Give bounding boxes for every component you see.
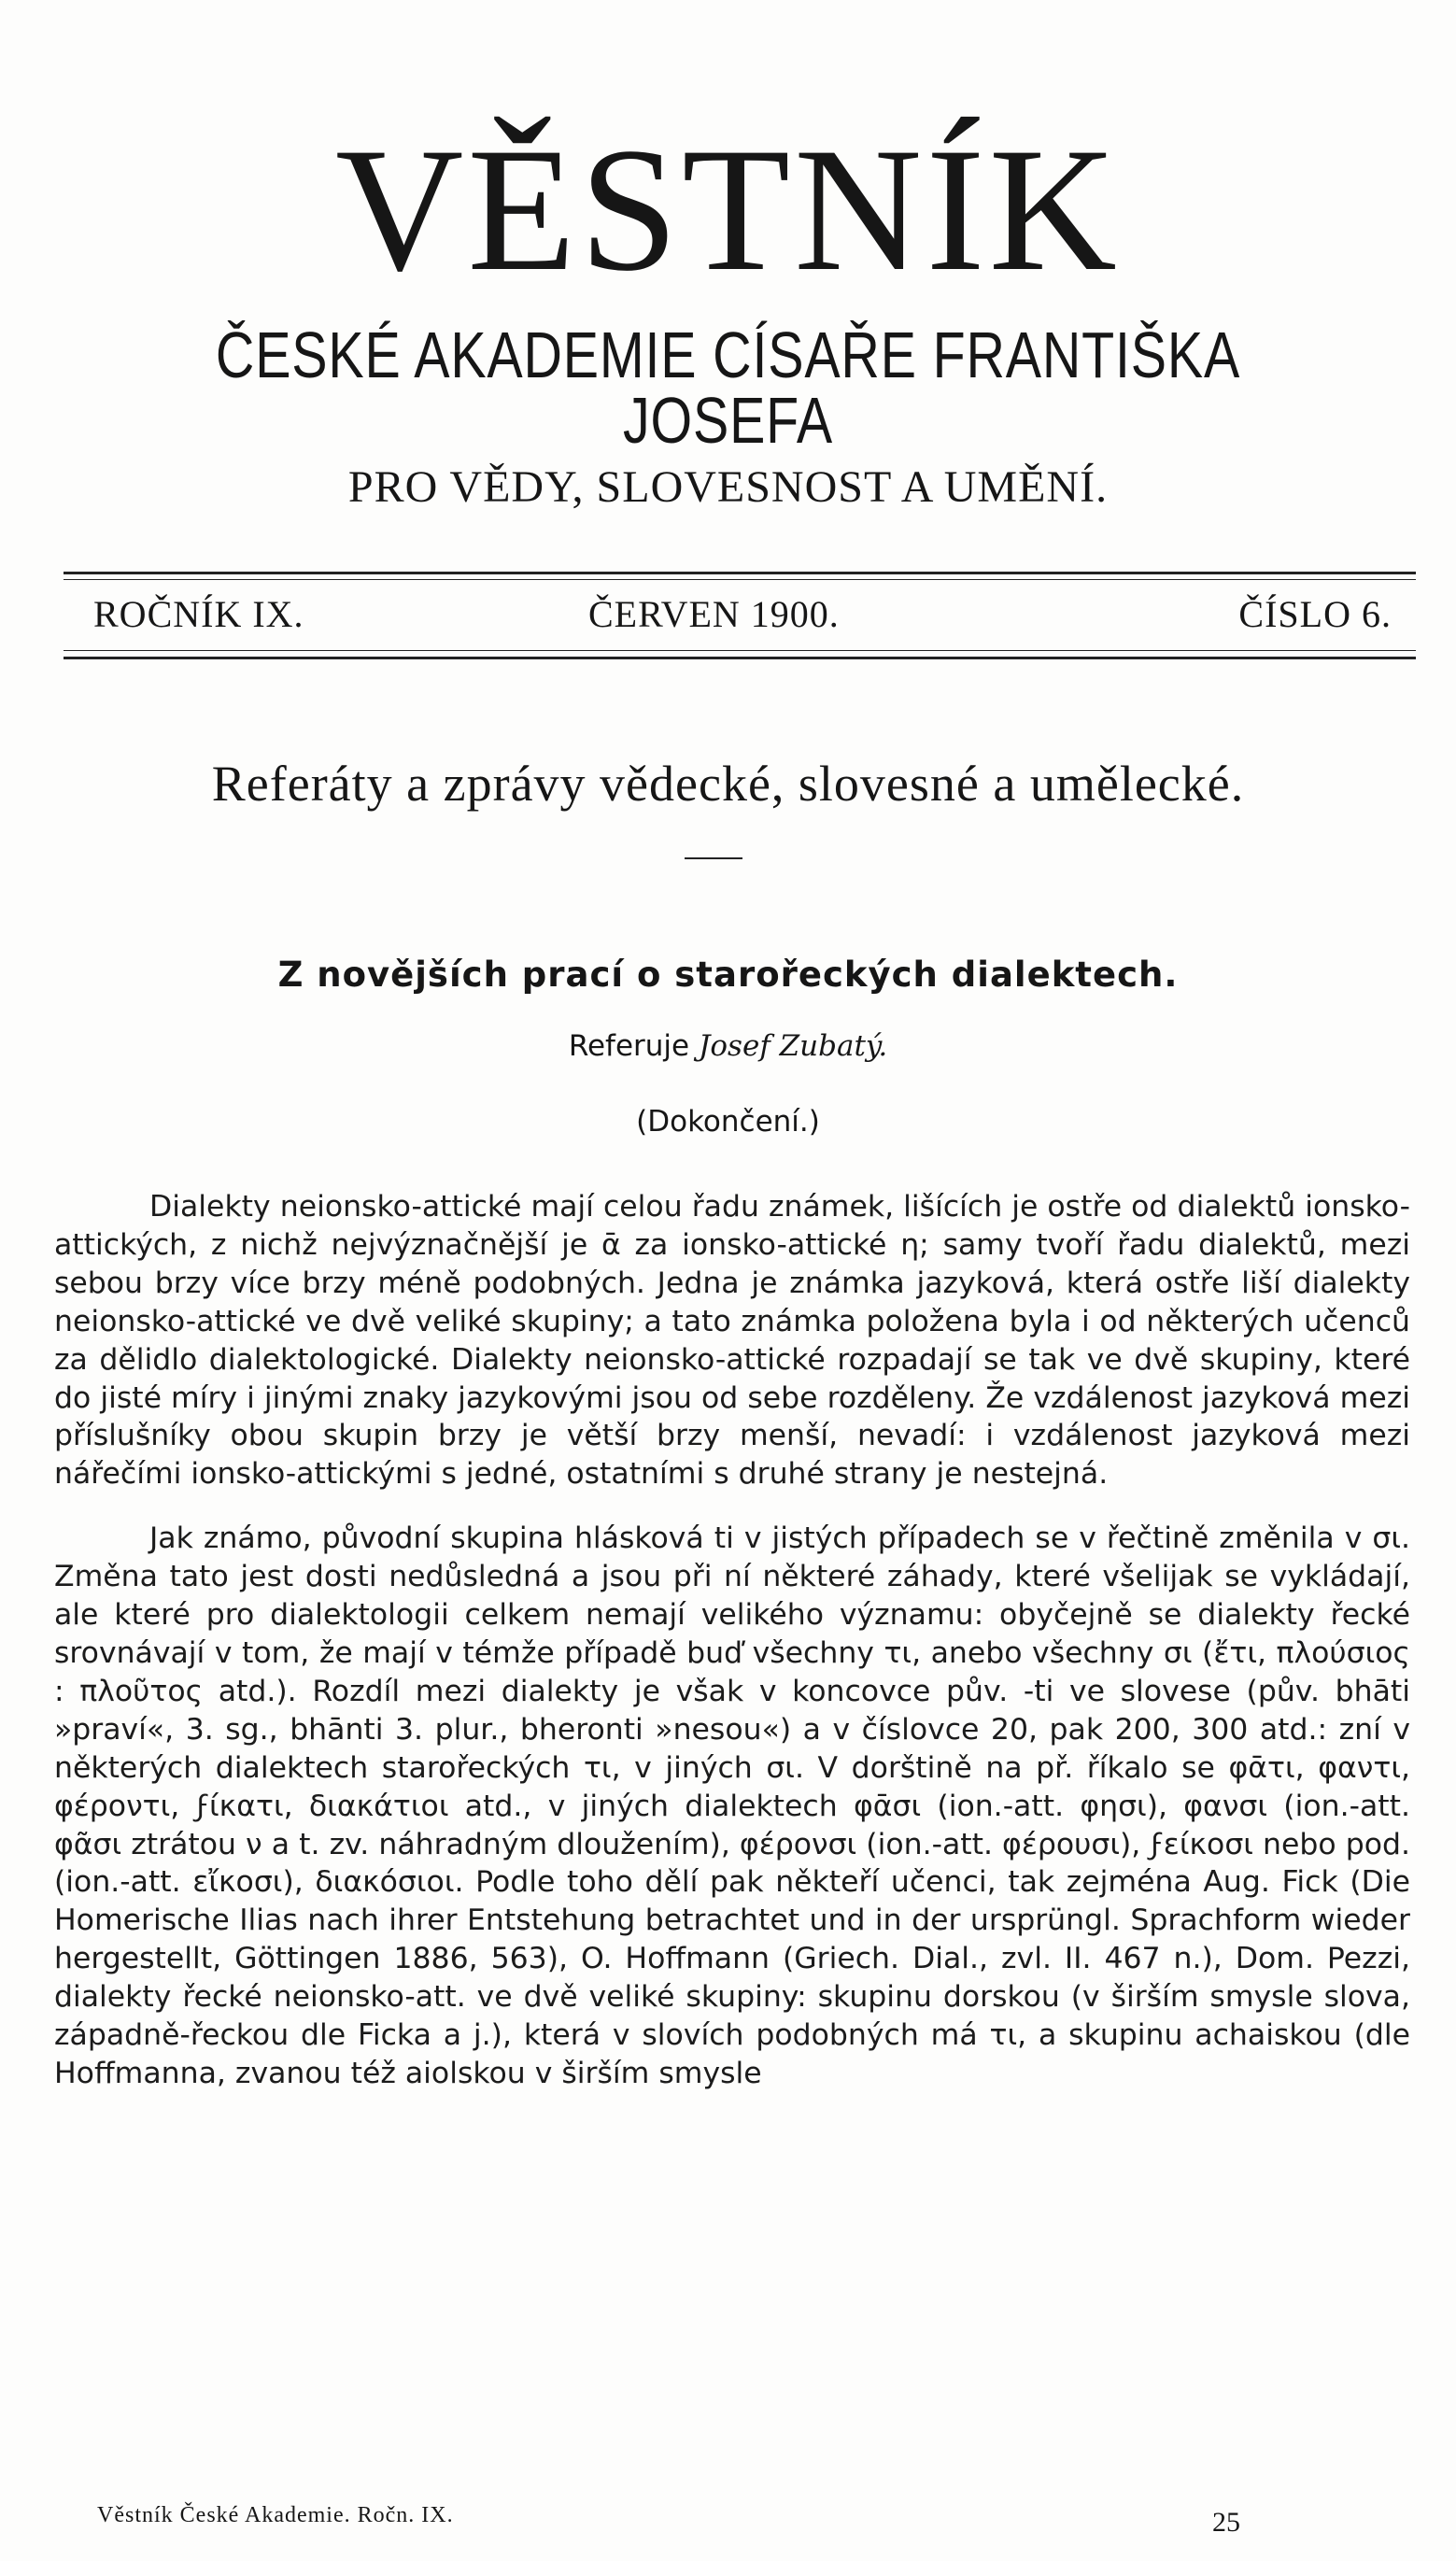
continuation-note: (Dokončení.) [636,1105,820,1139]
footer-journal: Věstník České Akademie. Ročn. IX. [97,2503,454,2527]
byline-prefix: Referuje [568,1029,690,1063]
masthead-title: VĚSTNÍK [335,112,1121,308]
article-title: Z novějších prací o starořeckých dialektech. [277,955,1179,995]
section-title: Referáty a zprávy vědecké, slovesné a umělecké. [211,756,1245,812]
paragraph-1: Dialekty neionsko-attické mají celou řadu známek, lišících je ostře od dialektů ionsko-attických, z nichž nejvýznačnější je ᾱ za ionsko-attické η; samy tvoří řadu dialektů, mezi sebou brzy více brzy méně podobných. Jedna je známka jazyková, která ostře liší dialekty neionsko-attické ve dvě veliké skupiny; a tato známka položena byla i od některých učenců za dělidlo dialektologické. Dialekty neionsko-attické rozpadají se tak ve dvě skupiny, které do jisté míry i jinými znaky jazykovými jsou od sebe rozděleny. Že vzdálenost jazyková mezi příslušníky obou skupin brzy je větší brzy menší, nevadí: i vzdálenost jazyková mezi nářečími ionsko-attickými s jedné, ostatními s druhé strany je nestejná. [54,1190,1410,1492]
article-body [54,1188,1410,2093]
top-rule-lower [64,579,1416,580]
author-name: Josef Zubatý. [698,1029,888,1063]
issue-date: ČERVEN 1900. [588,593,840,635]
bottom-rule-upper [64,650,1416,651]
paragraph-2: Jak známo, původní skupina hlásková ti v jistých případech se v řečtině změnila v σι. Změna tato jest dosti nedůsledná a jsou při ní některé záhady, které všelijak se vykládají, ale které pro dialektologii celkem nemají velikého významu: obyčejně se dialekty řecké srovnávají v tom, že mají v témže případě buď všechny τι, anebo všechny σι (ἔτι, πλούσιος : πλοῦτος atd.). Rozdíl mezi dialekty je však v koncovce pův. -ti ve slovese (pův. bhāti »praví«, 3. sg., bhānti 3. plur., bheronti »nesou«) a v číslovce 20, pak 200, 300 atd.: zní v některých dialektech starořeckých τι, v jiných σι. V dorštině na př. říkalo se φᾱτι, φαντι, φέροντι, ϝίκατι, διακάτιοι atd., v jiných dialektech φᾱσι (ion.-att. φησι), φανσι (ion.-att. φᾶσι ztrátou ν a t. zv. náhradným dloužením), φέρονσι (ion.-att. φέρουσι), ϝείκοσι nebo pod. (ion.-att. εἴκοσι), διακόσιοι. Podle toho dělí pak někteří učenci, tak zejména Aug. Fick (Die Homerische Ilias nach ihrer Entstehung betrachtet und in der ursprüngl. Sprachform wieder hergestellt, Göttingen 1886, 563), O. Hoffmann (Griech. Dial., zvl. II. 467 n.), Dom. Pezzi, dialekty řecké neionsko-att. ve dvě veliké skupiny: skupinu dorskou (v širším smysle slova, západně-řeckou dle Ficka a j.), která v slovích podobných má τι, a skupinu achaiskou (dle Hoffmanna, zvanou též aiolskou v širším smysle [54,1521,1410,2090]
masthead-subtitle-secondary: PRO VĚDY, SLOVESNOST A UMĚNÍ. [347,462,1109,512]
byline [0,1029,1456,1063]
section-divider [685,857,742,859]
top-rule-upper [64,572,1416,574]
bottom-rule-lower [64,657,1416,659]
issue-volume: ROČNÍK IX. [93,593,304,635]
issue-bar [93,592,1392,639]
issue-number: ČÍSLO 6. [1238,593,1392,635]
masthead-subtitle: ČESKÉ AKADEMIE CÍSAŘE FRANTIŠKA JOSEFA [215,318,1241,457]
page-number: 25 [1212,2507,1240,2538]
